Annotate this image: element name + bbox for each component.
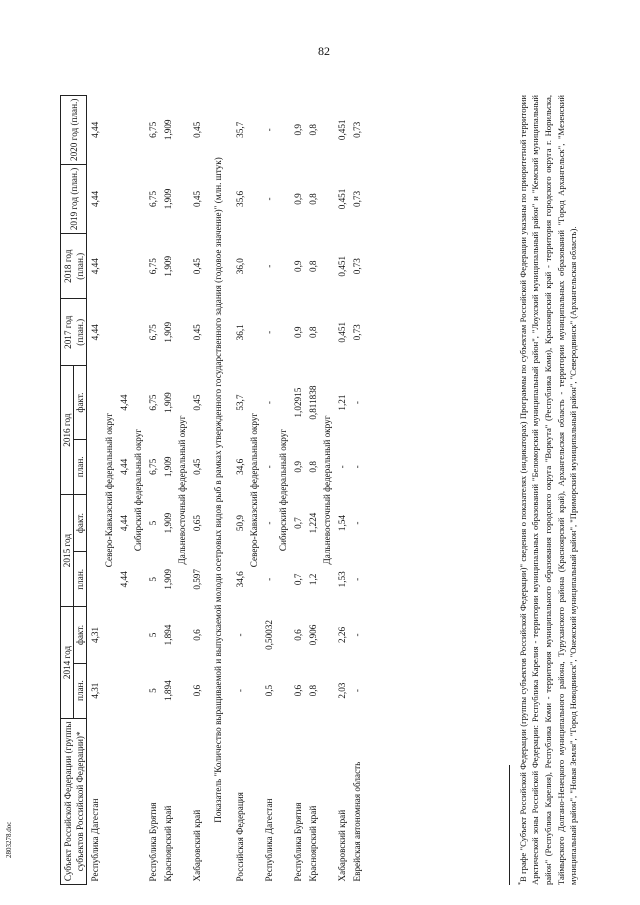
value-cell: 0,9	[292, 461, 303, 473]
value-cell: 4,44	[118, 515, 129, 532]
value-cell: 0,451	[336, 321, 347, 343]
value-cell: 1,909	[162, 255, 173, 277]
value-cell: 1,21	[336, 394, 347, 411]
value-cell: -	[234, 633, 245, 637]
year-2020-header: 2020 год (план.)	[61, 96, 87, 165]
value-cell: 0,45	[191, 258, 202, 275]
district-row	[320, 96, 334, 885]
value-cell: 6,75	[147, 458, 158, 475]
value-cell	[87, 439, 103, 494]
fact-header: факт.	[74, 366, 87, 439]
district-row	[247, 96, 261, 885]
value-cell: 2,26	[336, 626, 347, 644]
federal-district-label: Сибирский федеральный округ	[278, 428, 288, 552]
region-name: Красноярский край	[162, 805, 173, 882]
value-cell: 0,451	[336, 119, 347, 141]
value-cell: -	[263, 197, 274, 201]
value-cell: 36,0	[234, 258, 245, 275]
value-cell: 0,597	[191, 569, 202, 590]
value-cell	[87, 552, 103, 607]
value-cell: 4,44	[118, 571, 129, 588]
rotated-sheet	[55, 95, 595, 885]
value-cell: 0,6	[191, 629, 202, 641]
value-cell	[87, 494, 103, 551]
value-cell: 2,03	[336, 682, 347, 699]
value-cell: 4,44	[89, 258, 100, 275]
value-cell: 0,45	[191, 121, 202, 138]
value-cell: 0,8	[307, 124, 318, 136]
region-name: Хабаровский край	[336, 809, 347, 882]
value-cell: 4,31	[89, 682, 100, 699]
value-cell: 1,909	[162, 188, 173, 210]
district-row	[102, 96, 116, 885]
value-cell: -	[263, 577, 274, 581]
value-cell: 0,6	[292, 684, 303, 697]
value-cell: -	[263, 465, 274, 469]
value-cell: -	[336, 465, 347, 469]
footnote-rule	[509, 765, 510, 885]
region-name: Хабаровский край	[191, 809, 202, 882]
value-cell: 50,9	[234, 515, 245, 532]
table-row	[87, 96, 103, 885]
value-cell: 34,6	[234, 571, 245, 588]
value-cell: 1,909	[162, 569, 173, 590]
value-cell: 0,8	[307, 193, 318, 205]
year-2018-header: 2018 год (план.)	[61, 234, 87, 299]
value-cell: 0,8	[307, 260, 318, 272]
value-cell: 0,50032	[263, 620, 274, 650]
value-cell: 35,7	[234, 121, 245, 138]
value-cell: -	[263, 330, 274, 334]
year-2015-header: 2015 год	[61, 494, 74, 607]
value-cell: 0,73	[351, 190, 362, 207]
value-cell: 0,73	[351, 121, 362, 138]
value-cell	[116, 663, 131, 718]
federal-district-label: Северо-Кавказский федеральный округ	[249, 412, 259, 568]
region-name	[116, 718, 131, 884]
value-cell: 4,44	[89, 121, 100, 138]
value-cell: -	[263, 521, 274, 525]
value-cell	[116, 234, 131, 299]
value-cell: 6,75	[147, 394, 158, 411]
value-cell: -	[351, 521, 362, 525]
value-cell: 53,7	[234, 394, 245, 411]
region-name: Республика Дагестан	[89, 798, 100, 882]
value-cell: 5	[147, 632, 158, 638]
value-cell: 0,9	[292, 124, 303, 136]
value-cell: 0,73	[351, 324, 362, 341]
value-cell: 4,44	[118, 394, 129, 411]
table-row	[116, 96, 131, 885]
federal-district-label: Дальневосточный федеральный округ	[322, 415, 332, 565]
federal-district-label: Северо-Кавказский федеральный округ	[104, 412, 114, 568]
value-cell: 0,8	[307, 684, 318, 697]
region-name: Российская Федерация	[234, 792, 245, 882]
value-cell	[116, 96, 131, 165]
region-name: Республика Бурятия	[147, 802, 158, 882]
value-cell: 0,451	[336, 255, 347, 277]
value-cell: 0,7	[292, 517, 303, 529]
year-2019-header: 2019 год (план.)	[61, 164, 87, 234]
value-cell: 0,73	[351, 258, 362, 275]
value-cell: 4,44	[118, 458, 129, 475]
table-row	[334, 96, 349, 885]
region-name: Красноярский край	[307, 805, 318, 882]
table-row	[145, 96, 160, 885]
value-cell: 1,02915	[292, 387, 303, 418]
value-cell: 0,906	[307, 624, 318, 646]
value-cell: 1,909	[162, 456, 173, 478]
table-row	[232, 96, 247, 885]
district-row	[175, 96, 189, 885]
value-cell: 0,9	[292, 326, 303, 339]
district-row	[131, 96, 145, 885]
table-row	[160, 96, 175, 885]
value-cell: 0,8	[307, 461, 318, 473]
value-cell: 0,7	[292, 573, 303, 586]
value-cell: 35,6	[234, 190, 245, 207]
value-cell: 1,224	[307, 512, 318, 534]
subject-column-header: Субъект Российской Федерации (группы субъектов Российской Федерации)*	[61, 718, 87, 884]
region-name: Еврейская автономная область	[351, 761, 362, 882]
fact-header: факт.	[74, 494, 87, 551]
plan-header: план.	[74, 552, 87, 607]
value-cell: 0,8	[307, 326, 318, 339]
value-cell: 0,45	[191, 324, 202, 341]
value-cell: 0,9	[292, 193, 303, 205]
value-cell: 0,9	[292, 260, 303, 272]
value-cell: 5	[147, 577, 158, 582]
value-cell: 1,909	[162, 119, 173, 141]
indicator-title: Показатель "Количество выращиваемой и выпускаемой молоди осетровых видов рыб в рамках утвержденного государственного задания (годовое значение)" (млн. штук)	[212, 157, 223, 823]
value-cell: 1,909	[162, 512, 173, 534]
value-cell	[116, 164, 131, 234]
indicator-table	[60, 95, 364, 885]
table-header	[61, 96, 87, 885]
value-cell: -	[351, 465, 362, 469]
federal-district-label: Дальневосточный федеральный округ	[177, 415, 187, 565]
table-row	[349, 96, 364, 885]
document-id: 2803278.doc	[5, 821, 13, 858]
value-cell	[116, 299, 131, 366]
value-cell: 0,65	[191, 515, 202, 532]
table-row	[189, 96, 204, 885]
value-cell: 0,45	[191, 394, 202, 411]
value-cell: 1,909	[162, 392, 173, 413]
value-cell: -	[351, 401, 362, 405]
indicator-row	[204, 96, 232, 885]
value-cell: -	[351, 689, 362, 693]
value-cell: -	[263, 401, 274, 405]
year-2017-header: 2017 год (план.)	[61, 299, 87, 366]
table-row	[290, 96, 305, 885]
value-cell: 5	[147, 688, 158, 693]
table-body	[87, 96, 365, 885]
value-cell: 1,894	[162, 624, 173, 646]
value-cell: 1,2	[307, 573, 318, 586]
table-row	[261, 96, 276, 885]
value-cell: -	[351, 577, 362, 581]
value-cell: 6,75	[147, 324, 158, 341]
value-cell: 36,1	[234, 324, 245, 341]
value-cell: -	[263, 128, 274, 132]
district-row	[276, 96, 290, 885]
table-row	[305, 96, 320, 885]
value-cell: 0,6	[191, 684, 202, 697]
value-cell: 0,45	[191, 458, 202, 475]
footnote-text: В графе "Субъект Российской Федерации (группы субъектов Российской Федерации)" сведения о показателях (индикаторах) Программы по субъектам Российской Федерации указаны по приоритетной территории Арктической зоны Российской Федерации: Республика Карелия - территории муниципальных образований "Беломорский муниципальный район", "Лоухский муниципальный район" и "Кемский муниципальный район" (Республика Карелия), Республика Коми - территория муниципального образования городского округа "Воркута" (Республика Коми), Красноярский край - территория городского округа г. Норильска, Таймырского Долгано-Ненецкого муниципального района, Туруханского района (Красноярский край), Архангельская область - территории муниципальных образований "Город Архангельск", "Мезенский муниципальный район", "Новая Земля", "Город Новодвинск", "Онежский муниципальный район", "Приморский муниципальный район", "Северодвинск" (Архангельская область).	[517, 95, 579, 885]
value-cell: -	[263, 264, 274, 268]
value-cell: 4,44	[89, 190, 100, 207]
value-cell: 0,811838	[307, 385, 318, 420]
value-cell: 0,5	[263, 684, 274, 697]
value-cell: 0,6	[292, 629, 303, 641]
value-cell: 6,75	[147, 190, 158, 207]
region-name: Республика Бурятия	[292, 802, 303, 882]
value-cell: 1,54	[336, 515, 347, 532]
footnote-mark: *	[518, 882, 524, 885]
value-cell: 0,45	[191, 190, 202, 207]
footnote	[515, 95, 580, 885]
plan-header: план.	[74, 439, 87, 494]
value-cell: 1,894	[162, 680, 173, 701]
page-number: 82	[318, 44, 330, 58]
plan-header: план.	[74, 663, 87, 718]
year-2016-header: 2016 год	[61, 366, 74, 494]
value-cell: 5	[147, 520, 158, 526]
value-cell: 34,6	[234, 458, 245, 475]
value-cell	[116, 607, 131, 663]
value-cell: -	[351, 633, 362, 637]
value-cell: 4,31	[89, 626, 100, 644]
value-cell: 1,909	[162, 321, 173, 343]
value-cell: 4,44	[89, 324, 100, 341]
value-cell: 1,53	[336, 571, 347, 588]
value-cell: 6,75	[147, 258, 158, 275]
value-cell: 0,451	[336, 188, 347, 210]
year-2014-header: 2014 год	[61, 607, 74, 718]
value-cell	[87, 366, 103, 439]
value-cell: 6,75	[147, 121, 158, 138]
fact-header: факт.	[74, 607, 87, 663]
region-name: Республика Дагестан	[263, 798, 274, 882]
federal-district-label: Сибирский федеральный округ	[133, 428, 143, 552]
value-cell: -	[234, 689, 245, 693]
